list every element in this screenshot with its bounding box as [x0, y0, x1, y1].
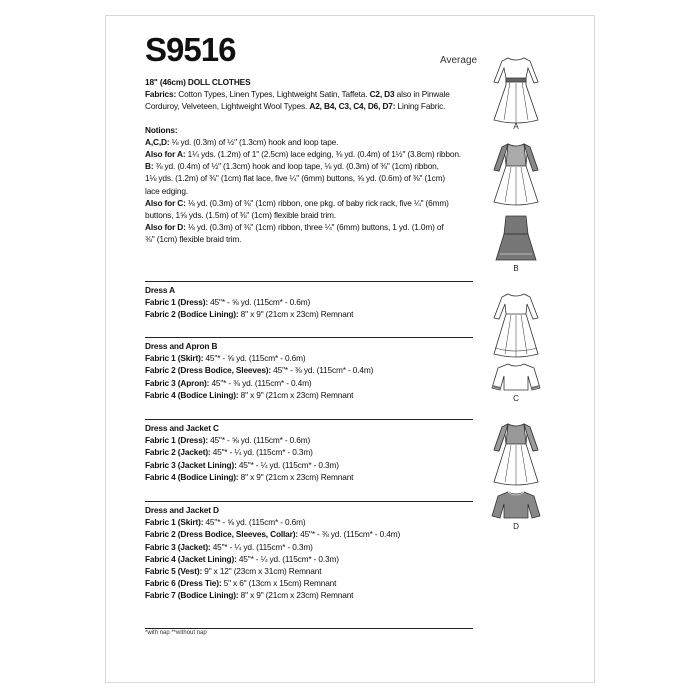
section-divider	[145, 281, 473, 282]
section-heading: Dress and Jacket C	[145, 423, 219, 433]
yardage-section	[145, 419, 473, 483]
view-c-jacket-illustration	[486, 362, 546, 403]
fabric-row-label: Fabric 3 (Apron):	[145, 377, 210, 388]
fabric-row	[145, 565, 473, 577]
notions-heading: Notions:	[145, 124, 178, 135]
header-content	[145, 76, 473, 246]
fabrics-text-1: Cotton Types, Linen Types, Lightweight Satin, Taffeta.	[176, 89, 370, 100]
fabric-row	[145, 516, 473, 528]
fabric-row	[145, 577, 473, 589]
notions-line-text: 1¼ yds. (1.2m) of 1" (2.5cm) lace edging, ⅜ yd. (0.4m) of 1½" (3.8cm) ribbon.	[185, 149, 461, 160]
fabric-row-label: Fabric 4 (Bodice Lining):	[145, 471, 239, 482]
fabrics-text-2: also in Pinwale Corduroy, Velveteen, Lightweight Wool Types.	[145, 89, 450, 112]
notions-line-text: ⅛ yd. (0.3m) of ⅜" (1cm) ribbon, three ¼" (6mm) buttons, 1 yd. (1.0m) of	[185, 222, 444, 233]
fabric-row-yardage: 45"* - ¼ yd. (115cm* - 0.3m)	[236, 459, 339, 470]
view-label-b: B	[513, 264, 519, 273]
fabric-row-yardage: 45"* - ⅝ yd. (115cm* - 0.6m)	[203, 353, 306, 364]
fabric-row-label: Fabric 1 (Dress):	[145, 297, 208, 308]
notions-line-label: A,C,D:	[145, 136, 170, 147]
notions-line-text: ⅛ yd. (0.3m) of ½" (1.3cm) hook and loop tape.	[169, 136, 339, 147]
notions-line	[145, 185, 473, 197]
view-a-illustration	[486, 52, 546, 130]
fabric-row	[145, 377, 473, 389]
fabric-row-label: Fabric 1 (Skirt):	[145, 353, 204, 364]
fabric-row-label: Fabric 1 (Dress):	[145, 435, 208, 446]
fabric-row-label: Fabric 2 (Jacket):	[145, 447, 211, 458]
notions-line-label: B:	[145, 161, 154, 172]
yardage-section	[145, 337, 473, 401]
fabric-row	[145, 553, 473, 565]
fabric-row	[145, 308, 473, 320]
notions-list	[145, 136, 473, 246]
section-divider	[145, 419, 473, 420]
fabric-row	[145, 352, 473, 364]
fabric-row-yardage: 45"* - ⅝ yd. (115cm* - 0.6m)	[203, 517, 306, 528]
fabric-row	[145, 589, 473, 601]
jacket-c-sketch	[486, 362, 546, 396]
dress-c-sketch	[486, 290, 546, 362]
section-divider	[145, 501, 473, 502]
fabric-row	[145, 528, 473, 540]
view-b-apron-illustration	[486, 214, 546, 273]
fabrics-lining-views: A2, B4, C3, C4, D6, D7:	[309, 101, 396, 112]
notions-line-text: ⅜ yd. (0.4m) of ½" (1.3cm) hook and loop tape, ⅛ yd. (0.3m) of ⅜" (1cm) ribbon,	[153, 161, 439, 172]
fabrics-c2d3: C2, D3	[369, 89, 395, 100]
yardage-section	[145, 501, 473, 602]
fabrics-text-3: Lining Fabric.	[395, 101, 446, 112]
section-heading: Dress A	[145, 285, 176, 295]
fabric-row	[145, 296, 473, 308]
view-label-c: C	[513, 394, 519, 403]
fabric-row	[145, 434, 473, 446]
notions-line	[145, 233, 473, 245]
fabric-row-label: Fabric 7 (Bodice Lining):	[145, 590, 239, 601]
notions-line-label: Also for D:	[145, 222, 186, 233]
notions-line-label: Also for C:	[145, 197, 186, 208]
fabric-row-yardage: 45"* - ¼ yd. (115cm* - 0.3m)	[210, 541, 313, 552]
fabric-row	[145, 364, 473, 376]
footnote: *with nap **without nap	[145, 630, 207, 636]
fabric-row-label: Fabric 6 (Dress Tie):	[145, 578, 222, 589]
fabrics-label: Fabrics:	[145, 89, 177, 100]
notions-line	[145, 136, 473, 148]
subtitle: 18" (46cm) DOLL CLOTHES	[145, 77, 251, 87]
section-heading: Dress and Apron B	[145, 341, 218, 351]
yardage-section	[145, 281, 473, 321]
fabric-row-label: Fabric 3 (Jacket Lining):	[145, 459, 237, 470]
view-d-dress-illustration	[486, 420, 546, 488]
fabric-row	[145, 541, 473, 553]
notions-line-text: lace edging.	[145, 185, 188, 196]
fabric-row-yardage: 8" x 9" (21cm x 23cm) Remnant	[238, 471, 354, 482]
footer-divider	[145, 628, 473, 629]
dress-d-sketch	[486, 420, 546, 488]
pattern-number: S9516	[145, 31, 236, 68]
notions-line	[145, 197, 473, 209]
fabrics-paragraph	[145, 88, 473, 112]
notions-line-text: 1⅛ yds. (1.2m) of ⅜" (1cm) flat lace, five ¼" (6mm) buttons, ⅝ yd. (0.6m) of ⅜" (1cm)	[145, 173, 445, 184]
fabric-row-yardage: 45"* - ¼ yd. (115cm* - 0.3m)	[210, 447, 313, 458]
notions-line	[145, 148, 473, 160]
fabric-row-yardage: 8" x 9" (21cm x 23cm) Remnant	[238, 590, 354, 601]
fabric-row	[145, 459, 473, 471]
fabric-row-label: Fabric 3 (Jacket):	[145, 541, 211, 552]
fabric-row-label: Fabric 1 (Skirt):	[145, 517, 204, 528]
fabric-row-yardage: 8" x 9" (21cm x 23cm) Remnant	[238, 389, 354, 400]
fabric-row-label: Fabric 2 (Dress Bodice, Sleeves, Collar):	[145, 529, 298, 540]
fabric-row-yardage: 45"* - ⅝ yd. (115cm* - 0.6m)	[207, 435, 311, 446]
fabric-row-yardage: 45"* - ⅜ yd. (115cm* - 0.4m)	[209, 377, 312, 388]
fabric-row-yardage: 45"* - ¼ yd. (115cm* - 0.3m)	[236, 553, 339, 564]
fabric-row-yardage: 45"* - ⅜ yd. (115cm* - 0.4m)	[271, 365, 374, 376]
fabric-row-yardage: 45"* - ⅜ yd. (115cm* - 0.4m)	[297, 529, 401, 540]
fabric-row-label: Fabric 2 (Bodice Lining):	[145, 309, 239, 320]
notions-line-text: ⅜" (1cm) flexible braid trim.	[145, 234, 242, 245]
view-b-dress-illustration	[486, 140, 546, 212]
notions-line-label: Also for A:	[145, 149, 186, 160]
view-label-d: D	[513, 522, 519, 531]
view-c-dress-illustration	[486, 290, 546, 362]
fabric-row	[145, 471, 473, 483]
dress-a-sketch	[486, 52, 546, 130]
section-heading: Dress and Jacket D	[145, 505, 219, 515]
fabric-row-label: Fabric 4 (Jacket Lining):	[145, 553, 237, 564]
fabric-row-yardage: 9" x 12" (23cm x 31cm) Remnant	[202, 566, 322, 577]
notions-line	[145, 172, 473, 184]
section-divider	[145, 337, 473, 338]
fabric-row-label: Fabric 4 (Bodice Lining):	[145, 389, 239, 400]
fabric-row-yardage: 45"* - ⅝ yd. (115cm* - 0.6m)	[207, 297, 311, 308]
fabric-row	[145, 389, 473, 401]
view-d-jacket-illustration	[486, 490, 546, 531]
view-label-a: A	[513, 122, 519, 131]
dress-b-sketch	[486, 140, 546, 212]
notions-line	[145, 160, 473, 172]
jacket-d-sketch	[486, 490, 546, 524]
notions-line-text: buttons, 1⅝ yds. (1.5m) of ⅜" (1cm) flexible braid trim.	[145, 210, 336, 221]
apron-b-sketch	[486, 214, 546, 264]
fabric-row	[145, 446, 473, 458]
fabric-row-yardage: 5" x 6" (13cm x 15cm) Remnant	[221, 578, 337, 589]
notions-line	[145, 221, 473, 233]
notions-line	[145, 209, 473, 221]
fabric-row-yardage: 8" x 9" (21cm x 23cm) Remnant	[238, 309, 354, 320]
fabric-row-label: Fabric 5 (Vest):	[145, 566, 203, 577]
notions-line-text: ⅛ yd. (0.3m) of ⅜" (1cm) ribbon, one pkg. of baby rick rack, five ¼" (6mm)	[185, 197, 449, 208]
size-label: Average	[440, 55, 478, 66]
fabric-row-label: Fabric 2 (Dress Bodice, Sleeves):	[145, 365, 272, 376]
